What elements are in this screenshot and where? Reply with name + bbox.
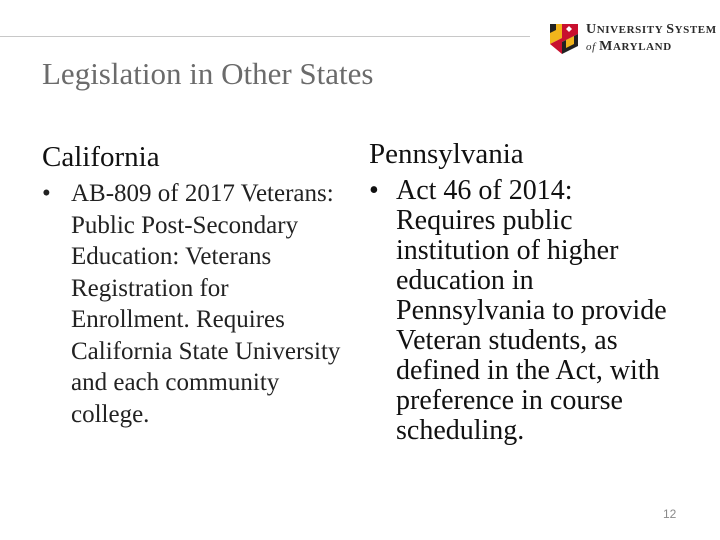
slide-title: Legislation in Other States bbox=[42, 56, 374, 91]
california-heading: California bbox=[42, 141, 160, 173]
pennsylvania-bullet-text: Act 46 of 2014: Requires public institution of higher education in Pennsylvania to provide Veteran students, as defined in the Act, with preference in course scheduling. bbox=[396, 175, 667, 446]
bullet-icon: • bbox=[369, 175, 379, 206]
logo-text-line2: of MARYLAND bbox=[586, 39, 672, 54]
california-bullet bbox=[42, 178, 342, 430]
usm-logo bbox=[548, 20, 717, 58]
pennsylvania-heading: Pennsylvania bbox=[369, 138, 524, 170]
page-number: 12 bbox=[663, 507, 677, 521]
title-divider bbox=[0, 36, 530, 37]
pennsylvania-bullet bbox=[369, 176, 669, 446]
bullet-icon: • bbox=[42, 180, 51, 207]
logo-text-line1: UNIVERSITY SYSTEM bbox=[586, 22, 717, 37]
california-bullet-text: AB-809 of 2017 Veterans: Public Post-Secondary Education: Veterans Registration for Enrollment. Requires California State University and each community college. bbox=[71, 180, 341, 428]
maryland-shield-icon bbox=[548, 20, 580, 56]
